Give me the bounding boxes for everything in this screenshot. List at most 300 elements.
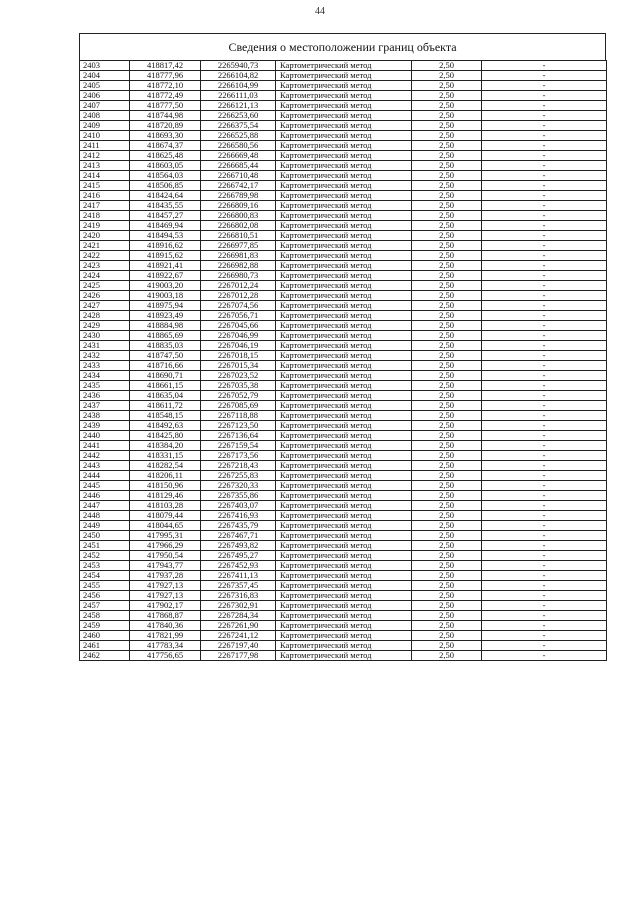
y-coordinate-cell: 2266810,51	[201, 231, 276, 241]
method-cell: Картометрический метод	[276, 111, 412, 121]
note-cell: -	[482, 111, 607, 121]
point-number-cell: 2441	[80, 441, 130, 451]
y-coordinate-cell: 2267177,98	[201, 651, 276, 661]
accuracy-cell: 2,50	[412, 101, 482, 111]
accuracy-cell: 2,50	[412, 341, 482, 351]
method-cell: Картометрический метод	[276, 471, 412, 481]
x-coordinate-cell: 418674,37	[130, 141, 201, 151]
table-row	[80, 441, 607, 451]
coordinates-table	[79, 60, 607, 661]
x-coordinate-cell: 418777,50	[130, 101, 201, 111]
note-cell: -	[482, 251, 607, 261]
point-number-cell: 2435	[80, 381, 130, 391]
x-coordinate-cell: 418835,03	[130, 341, 201, 351]
note-cell: -	[482, 511, 607, 521]
x-coordinate-cell: 418690,71	[130, 371, 201, 381]
y-coordinate-cell: 2267435,79	[201, 521, 276, 531]
table-row	[80, 641, 607, 651]
note-cell: -	[482, 101, 607, 111]
y-coordinate-cell: 2267018,15	[201, 351, 276, 361]
table-row	[80, 511, 607, 521]
table-row	[80, 411, 607, 421]
accuracy-cell: 2,50	[412, 401, 482, 411]
table-row	[80, 111, 607, 121]
x-coordinate-cell: 418693,30	[130, 131, 201, 141]
x-coordinate-cell: 418603,05	[130, 161, 201, 171]
y-coordinate-cell: 2267467,71	[201, 531, 276, 541]
accuracy-cell: 2,50	[412, 611, 482, 621]
method-cell: Картометрический метод	[276, 591, 412, 601]
table-row	[80, 381, 607, 391]
table-row	[80, 451, 607, 461]
y-coordinate-cell: 2266111,03	[201, 91, 276, 101]
accuracy-cell: 2,50	[412, 431, 482, 441]
note-cell: -	[482, 241, 607, 251]
point-number-cell: 2448	[80, 511, 130, 521]
method-cell: Картометрический метод	[276, 101, 412, 111]
accuracy-cell: 2,50	[412, 511, 482, 521]
method-cell: Картометрический метод	[276, 371, 412, 381]
method-cell: Картометрический метод	[276, 341, 412, 351]
y-coordinate-cell: 2267320,33	[201, 481, 276, 491]
x-coordinate-cell: 418865,69	[130, 331, 201, 341]
point-number-cell: 2406	[80, 91, 130, 101]
method-cell: Картометрический метод	[276, 131, 412, 141]
point-number-cell: 2439	[80, 421, 130, 431]
point-number-cell: 2427	[80, 301, 130, 311]
point-number-cell: 2420	[80, 231, 130, 241]
x-coordinate-cell: 418747,50	[130, 351, 201, 361]
table-row	[80, 591, 607, 601]
table-row	[80, 201, 607, 211]
table-row	[80, 551, 607, 561]
y-coordinate-cell: 2267074,56	[201, 301, 276, 311]
table-row	[80, 141, 607, 151]
point-number-cell: 2415	[80, 181, 130, 191]
x-coordinate-cell: 418661,15	[130, 381, 201, 391]
y-coordinate-cell: 2267118,88	[201, 411, 276, 421]
method-cell: Картометрический метод	[276, 551, 412, 561]
table-row	[80, 281, 607, 291]
x-coordinate-cell: 418777,96	[130, 71, 201, 81]
table-row	[80, 61, 607, 71]
note-cell: -	[482, 491, 607, 501]
point-number-cell: 2405	[80, 81, 130, 91]
method-cell: Картометрический метод	[276, 251, 412, 261]
coordinates-table-body	[80, 61, 607, 661]
x-coordinate-cell: 417966,29	[130, 541, 201, 551]
x-coordinate-cell: 417995,31	[130, 531, 201, 541]
point-number-cell: 2422	[80, 251, 130, 261]
y-coordinate-cell: 2267085,69	[201, 401, 276, 411]
accuracy-cell: 2,50	[412, 351, 482, 361]
y-coordinate-cell: 2266253,60	[201, 111, 276, 121]
accuracy-cell: 2,50	[412, 371, 482, 381]
note-cell: -	[482, 291, 607, 301]
y-coordinate-cell: 2267046,19	[201, 341, 276, 351]
table-row	[80, 331, 607, 341]
y-coordinate-cell: 2267411,13	[201, 571, 276, 581]
method-cell: Картометрический метод	[276, 381, 412, 391]
x-coordinate-cell: 418720,89	[130, 121, 201, 131]
note-cell: -	[482, 61, 607, 71]
accuracy-cell: 2,50	[412, 331, 482, 341]
accuracy-cell: 2,50	[412, 411, 482, 421]
method-cell: Картометрический метод	[276, 171, 412, 181]
point-number-cell: 2424	[80, 271, 130, 281]
method-cell: Картометрический метод	[276, 501, 412, 511]
note-cell: -	[482, 91, 607, 101]
note-cell: -	[482, 381, 607, 391]
point-number-cell: 2426	[80, 291, 130, 301]
point-number-cell: 2433	[80, 361, 130, 371]
x-coordinate-cell: 418625,48	[130, 151, 201, 161]
point-number-cell: 2447	[80, 501, 130, 511]
y-coordinate-cell: 2267023,52	[201, 371, 276, 381]
x-coordinate-cell: 418744,98	[130, 111, 201, 121]
point-number-cell: 2411	[80, 141, 130, 151]
note-cell: -	[482, 551, 607, 561]
y-coordinate-cell: 2266580,56	[201, 141, 276, 151]
table-row	[80, 91, 607, 101]
accuracy-cell: 2,50	[412, 601, 482, 611]
point-number-cell: 2459	[80, 621, 130, 631]
y-coordinate-cell: 2267255,83	[201, 471, 276, 481]
accuracy-cell: 2,50	[412, 301, 482, 311]
x-coordinate-cell: 418079,44	[130, 511, 201, 521]
note-cell: -	[482, 171, 607, 181]
accuracy-cell: 2,50	[412, 571, 482, 581]
accuracy-cell: 2,50	[412, 491, 482, 501]
note-cell: -	[482, 611, 607, 621]
x-coordinate-cell: 418817,42	[130, 61, 201, 71]
table-row	[80, 131, 607, 141]
accuracy-cell: 2,50	[412, 91, 482, 101]
table-row	[80, 341, 607, 351]
y-coordinate-cell: 2267302,91	[201, 601, 276, 611]
point-number-cell: 2449	[80, 521, 130, 531]
table-row	[80, 621, 607, 631]
accuracy-cell: 2,50	[412, 551, 482, 561]
table-row	[80, 521, 607, 531]
method-cell: Картометрический метод	[276, 641, 412, 651]
accuracy-cell: 2,50	[412, 181, 482, 191]
point-number-cell: 2460	[80, 631, 130, 641]
note-cell: -	[482, 641, 607, 651]
point-number-cell: 2452	[80, 551, 130, 561]
table-row	[80, 601, 607, 611]
accuracy-cell: 2,50	[412, 281, 482, 291]
accuracy-cell: 2,50	[412, 171, 482, 181]
note-cell: -	[482, 131, 607, 141]
method-cell: Картометрический метод	[276, 361, 412, 371]
table-row	[80, 231, 607, 241]
table-row	[80, 211, 607, 221]
table-row	[80, 481, 607, 491]
accuracy-cell: 2,50	[412, 561, 482, 571]
note-cell: -	[482, 461, 607, 471]
point-number-cell: 2442	[80, 451, 130, 461]
y-coordinate-cell: 2266710,48	[201, 171, 276, 181]
point-number-cell: 2429	[80, 321, 130, 331]
accuracy-cell: 2,50	[412, 651, 482, 661]
method-cell: Картометрический метод	[276, 391, 412, 401]
accuracy-cell: 2,50	[412, 581, 482, 591]
y-coordinate-cell: 2267218,43	[201, 461, 276, 471]
method-cell: Картометрический метод	[276, 531, 412, 541]
x-coordinate-cell: 418129,46	[130, 491, 201, 501]
accuracy-cell: 2,50	[412, 201, 482, 211]
point-number-cell: 2417	[80, 201, 130, 211]
y-coordinate-cell: 2266121,13	[201, 101, 276, 111]
point-number-cell: 2419	[80, 221, 130, 231]
y-coordinate-cell: 2267159,54	[201, 441, 276, 451]
table-row	[80, 361, 607, 371]
y-coordinate-cell: 2267495,27	[201, 551, 276, 561]
method-cell: Картометрический метод	[276, 351, 412, 361]
point-number-cell: 2423	[80, 261, 130, 271]
x-coordinate-cell: 418772,49	[130, 91, 201, 101]
note-cell: -	[482, 71, 607, 81]
accuracy-cell: 2,50	[412, 451, 482, 461]
accuracy-cell: 2,50	[412, 291, 482, 301]
y-coordinate-cell: 2267261,90	[201, 621, 276, 631]
table-row	[80, 351, 607, 361]
method-cell: Картометрический метод	[276, 211, 412, 221]
x-coordinate-cell: 418044,65	[130, 521, 201, 531]
accuracy-cell: 2,50	[412, 521, 482, 531]
point-number-cell: 2414	[80, 171, 130, 181]
y-coordinate-cell: 2267136,64	[201, 431, 276, 441]
x-coordinate-cell: 417821,99	[130, 631, 201, 641]
point-number-cell: 2456	[80, 591, 130, 601]
method-cell: Картометрический метод	[276, 421, 412, 431]
method-cell: Картометрический метод	[276, 441, 412, 451]
note-cell: -	[482, 271, 607, 281]
table-row	[80, 301, 607, 311]
table-row	[80, 181, 607, 191]
note-cell: -	[482, 141, 607, 151]
method-cell: Картометрический метод	[276, 611, 412, 621]
method-cell: Картометрический метод	[276, 81, 412, 91]
table-row	[80, 241, 607, 251]
note-cell: -	[482, 451, 607, 461]
accuracy-cell: 2,50	[412, 631, 482, 641]
table-row	[80, 401, 607, 411]
note-cell: -	[482, 121, 607, 131]
point-number-cell: 2451	[80, 541, 130, 551]
accuracy-cell: 2,50	[412, 191, 482, 201]
method-cell: Картометрический метод	[276, 601, 412, 611]
y-coordinate-cell: 2266982,88	[201, 261, 276, 271]
y-coordinate-cell: 2267452,93	[201, 561, 276, 571]
note-cell: -	[482, 421, 607, 431]
note-cell: -	[482, 531, 607, 541]
accuracy-cell: 2,50	[412, 591, 482, 601]
point-number-cell: 2450	[80, 531, 130, 541]
accuracy-cell: 2,50	[412, 441, 482, 451]
x-coordinate-cell: 417927,13	[130, 591, 201, 601]
table-row	[80, 431, 607, 441]
x-coordinate-cell: 419003,20	[130, 281, 201, 291]
x-coordinate-cell: 418611,72	[130, 401, 201, 411]
method-cell: Картометрический метод	[276, 91, 412, 101]
note-cell: -	[482, 651, 607, 661]
x-coordinate-cell: 417950,54	[130, 551, 201, 561]
point-number-cell: 2408	[80, 111, 130, 121]
y-coordinate-cell: 2267241,12	[201, 631, 276, 641]
x-coordinate-cell: 418331,15	[130, 451, 201, 461]
method-cell: Картометрический метод	[276, 621, 412, 631]
table-row	[80, 171, 607, 181]
note-cell: -	[482, 221, 607, 231]
y-coordinate-cell: 2267173,56	[201, 451, 276, 461]
y-coordinate-cell: 2266104,99	[201, 81, 276, 91]
table-row	[80, 631, 607, 641]
point-number-cell: 2418	[80, 211, 130, 221]
method-cell: Картометрический метод	[276, 521, 412, 531]
table-row	[80, 531, 607, 541]
note-cell: -	[482, 601, 607, 611]
table-row	[80, 321, 607, 331]
x-coordinate-cell: 417943,77	[130, 561, 201, 571]
table-row	[80, 541, 607, 551]
note-cell: -	[482, 311, 607, 321]
method-cell: Картометрический метод	[276, 561, 412, 571]
table-row	[80, 581, 607, 591]
y-coordinate-cell: 2267056,71	[201, 311, 276, 321]
method-cell: Картометрический метод	[276, 281, 412, 291]
x-coordinate-cell: 418564,03	[130, 171, 201, 181]
note-cell: -	[482, 541, 607, 551]
note-cell: -	[482, 211, 607, 221]
table-row	[80, 271, 607, 281]
table-row	[80, 71, 607, 81]
y-coordinate-cell: 2266981,83	[201, 251, 276, 261]
note-cell: -	[482, 621, 607, 631]
x-coordinate-cell: 417927,13	[130, 581, 201, 591]
x-coordinate-cell: 417902,17	[130, 601, 201, 611]
note-cell: -	[482, 571, 607, 581]
method-cell: Картометрический метод	[276, 541, 412, 551]
accuracy-cell: 2,50	[412, 471, 482, 481]
y-coordinate-cell: 2267045,66	[201, 321, 276, 331]
note-cell: -	[482, 481, 607, 491]
point-number-cell: 2425	[80, 281, 130, 291]
point-number-cell: 2453	[80, 561, 130, 571]
table-row	[80, 291, 607, 301]
table-row	[80, 161, 607, 171]
point-number-cell: 2440	[80, 431, 130, 441]
x-coordinate-cell: 418492,63	[130, 421, 201, 431]
accuracy-cell: 2,50	[412, 421, 482, 431]
method-cell: Картометрический метод	[276, 491, 412, 501]
method-cell: Картометрический метод	[276, 311, 412, 321]
note-cell: -	[482, 581, 607, 591]
point-number-cell: 2416	[80, 191, 130, 201]
method-cell: Картометрический метод	[276, 511, 412, 521]
y-coordinate-cell: 2267035,38	[201, 381, 276, 391]
accuracy-cell: 2,50	[412, 541, 482, 551]
accuracy-cell: 2,50	[412, 221, 482, 231]
x-coordinate-cell: 417756,65	[130, 651, 201, 661]
method-cell: Картометрический метод	[276, 61, 412, 71]
y-coordinate-cell: 2266375,54	[201, 121, 276, 131]
note-cell: -	[482, 161, 607, 171]
note-cell: -	[482, 391, 607, 401]
table-row	[80, 471, 607, 481]
x-coordinate-cell: 417868,87	[130, 611, 201, 621]
y-coordinate-cell: 2267052,79	[201, 391, 276, 401]
note-cell: -	[482, 631, 607, 641]
point-number-cell: 2434	[80, 371, 130, 381]
x-coordinate-cell: 418435,55	[130, 201, 201, 211]
y-coordinate-cell: 2266809,16	[201, 201, 276, 211]
table-row	[80, 191, 607, 201]
y-coordinate-cell: 2266669,48	[201, 151, 276, 161]
table-row	[80, 151, 607, 161]
accuracy-cell: 2,50	[412, 161, 482, 171]
x-coordinate-cell: 418916,62	[130, 241, 201, 251]
x-coordinate-cell: 418772,10	[130, 81, 201, 91]
note-cell: -	[482, 151, 607, 161]
x-coordinate-cell: 418975,94	[130, 301, 201, 311]
point-number-cell: 2462	[80, 651, 130, 661]
accuracy-cell: 2,50	[412, 261, 482, 271]
note-cell: -	[482, 471, 607, 481]
x-coordinate-cell: 418425,80	[130, 431, 201, 441]
y-coordinate-cell: 2266685,44	[201, 161, 276, 171]
table-row	[80, 371, 607, 381]
point-number-cell: 2413	[80, 161, 130, 171]
method-cell: Картометрический метод	[276, 291, 412, 301]
accuracy-cell: 2,50	[412, 111, 482, 121]
table-row	[80, 611, 607, 621]
y-coordinate-cell: 2267197,40	[201, 641, 276, 651]
accuracy-cell: 2,50	[412, 151, 482, 161]
y-coordinate-cell: 2266980,73	[201, 271, 276, 281]
note-cell: -	[482, 371, 607, 381]
accuracy-cell: 2,50	[412, 251, 482, 261]
y-coordinate-cell: 2267357,45	[201, 581, 276, 591]
method-cell: Картометрический метод	[276, 191, 412, 201]
method-cell: Картометрический метод	[276, 651, 412, 661]
method-cell: Картометрический метод	[276, 151, 412, 161]
note-cell: -	[482, 521, 607, 531]
note-cell: -	[482, 201, 607, 211]
table-row	[80, 561, 607, 571]
point-number-cell: 2407	[80, 101, 130, 111]
point-number-cell: 2409	[80, 121, 130, 131]
note-cell: -	[482, 401, 607, 411]
table-row	[80, 311, 607, 321]
accuracy-cell: 2,50	[412, 71, 482, 81]
point-number-cell: 2403	[80, 61, 130, 71]
accuracy-cell: 2,50	[412, 501, 482, 511]
accuracy-cell: 2,50	[412, 271, 482, 281]
y-coordinate-cell: 2266525,88	[201, 131, 276, 141]
point-number-cell: 2436	[80, 391, 130, 401]
method-cell: Картометрический метод	[276, 201, 412, 211]
note-cell: -	[482, 361, 607, 371]
accuracy-cell: 2,50	[412, 381, 482, 391]
x-coordinate-cell: 418457,27	[130, 211, 201, 221]
point-number-cell: 2421	[80, 241, 130, 251]
table-title: Сведения о местоположении границ объекта	[79, 33, 606, 60]
table-row	[80, 121, 607, 131]
x-coordinate-cell: 418506,85	[130, 181, 201, 191]
y-coordinate-cell: 2266104,82	[201, 71, 276, 81]
